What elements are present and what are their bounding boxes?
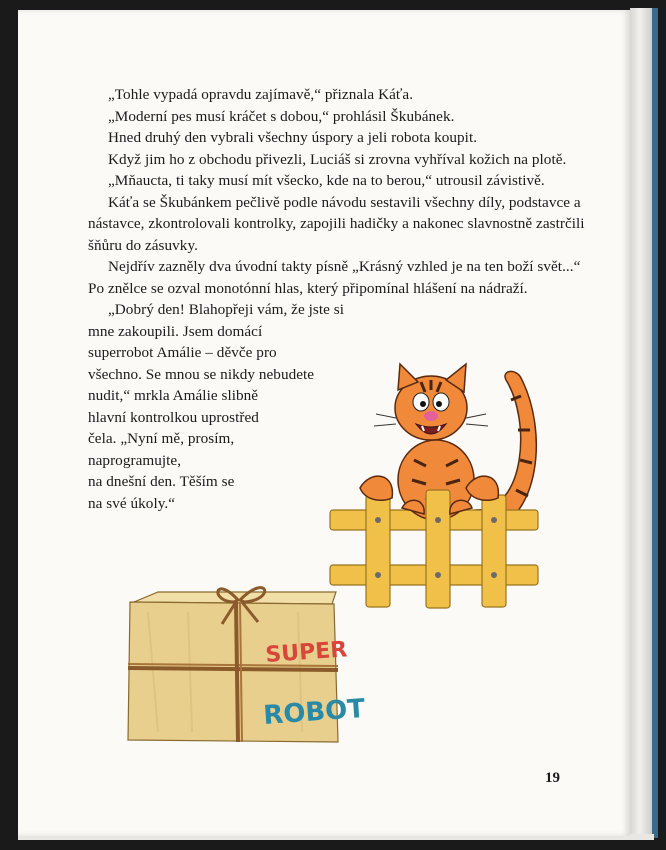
paragraph-wrapped bbox=[88, 299, 350, 514]
package-label-robot: ROBOT bbox=[262, 693, 367, 731]
text-line: čela. „Nyní mě, prosím, bbox=[88, 430, 235, 447]
package-label-super: SUPER bbox=[264, 637, 349, 668]
text-line: „Dobrý den! Blahopřeji vám, že jste si bbox=[108, 301, 344, 318]
text-line: všechno. Se mnou se nikdy nebudete bbox=[88, 365, 315, 383]
paragraph: Nejdřív zazněly dva úvodní takty písně „Krásný vzhled je na ten boží svět...“ Po znělce se ozval monotónní hlas, který připomínal hlášení na nádraží. bbox=[88, 258, 581, 297]
text-line: mne zakoupili. Jsem domácí bbox=[88, 322, 263, 340]
page-number: 19 bbox=[545, 770, 560, 786]
paragraph: Hned druhý den vybrali všechny úspory a jeli robota koupit. bbox=[108, 129, 478, 146]
text-line: nudit,“ mrkla Amálie slibně bbox=[88, 387, 259, 404]
text-line: na své úkoly.“ bbox=[88, 494, 176, 512]
text-line: na dnešní den. Těším se bbox=[88, 473, 235, 490]
book-page-edges bbox=[630, 8, 654, 838]
paragraph: „Moderní pes musí kráčet s dobou,“ prohlásil Škubánek. bbox=[108, 107, 455, 125]
cat-on-fence-illustration bbox=[326, 360, 548, 612]
paragraph: Když jim ho z obchodu přivezli, Luciáš si zrovna vyhříval kožich na plotě. bbox=[108, 150, 567, 168]
robot-package-illustration bbox=[118, 572, 367, 750]
paragraph: „Tohle vypadá opravdu zajímavě,“ přiznala Káťa. bbox=[108, 86, 414, 103]
book-cover-edge bbox=[652, 8, 658, 838]
text-line: superrobot Amálie – děvče pro bbox=[88, 344, 277, 361]
paragraph: Káťa se Škubánkem pečlivě podle návodu sestavili všechny díly, podstavce a nástavce, zkontrolovali kontrolky, zapojili hadičky a nakonec slavnostně zastrčili šňůru do zásuvky. bbox=[88, 193, 585, 254]
paragraph: „Mňaucta, ti taky musí mít všecko, kde na to berou,“ utrousil závistivě. bbox=[108, 172, 545, 189]
text-line: naprogramujte, bbox=[88, 451, 182, 469]
text-line: hlavní kontrolkou uprostřed bbox=[88, 408, 259, 426]
